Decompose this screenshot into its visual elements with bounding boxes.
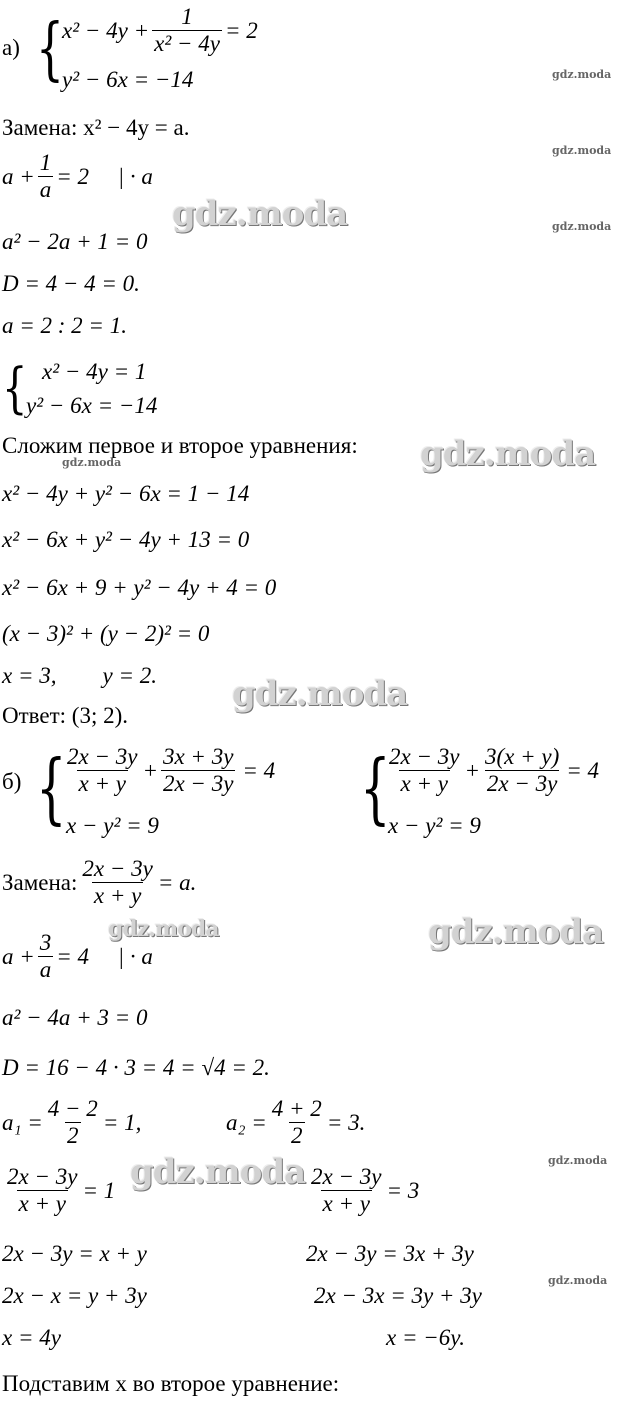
equation-text: a₁ = <box>2 1109 43 1135</box>
fraction <box>161 744 235 797</box>
derivation-line-1: x² − 4y + y² − 6x = 1 − 14 <box>2 481 250 506</box>
watermark-logo: gdz.moda <box>428 912 604 952</box>
part-b-label: б) <box>2 769 22 794</box>
fraction-denominator: x + y <box>18 1191 66 1216</box>
case-2-line-1: 2x − 3y = 3x + 3y <box>306 1241 474 1266</box>
root-a1 <box>2 1096 141 1149</box>
fraction-denominator: 2 <box>291 1123 303 1148</box>
fraction-numerator: 2x − 3y <box>82 856 153 881</box>
watermark-logo: gdz.moda <box>172 194 348 234</box>
case-1-line-3: x = 4y <box>2 1325 61 1350</box>
fraction <box>38 930 54 983</box>
system-2-equation-1: x² − 4y = 1 <box>42 359 147 384</box>
fraction <box>80 856 154 909</box>
fraction-numerator: 2x − 3y <box>67 744 138 769</box>
equation-text: = 3. <box>326 1109 366 1135</box>
equation-text: a + <box>2 943 35 969</box>
fraction <box>5 1164 79 1217</box>
substitution-line: Замена: x² − 4y = a. <box>2 115 190 140</box>
equation-text: = 4 <box>242 757 276 783</box>
fraction-denominator: 2 <box>67 1123 79 1148</box>
fraction-numerator: 1 <box>39 150 52 175</box>
equation-a-plus-1-over-a <box>2 150 153 203</box>
fraction-numerator: 2x − 3y <box>389 744 460 769</box>
equation-text: = 1, <box>102 1109 142 1135</box>
system-brace: { <box>36 10 64 90</box>
derivation-line-2: x² − 6x + y² − 4y + 13 = 0 <box>2 527 250 552</box>
watermark-small: gdz.moda <box>552 144 612 157</box>
watermark-small: gdz.moda <box>62 456 122 469</box>
fraction-numerator: 3x + 3y <box>162 744 234 769</box>
fraction-denominator: x + y <box>400 771 448 796</box>
equation-text: = 4 <box>566 757 600 783</box>
equation-text: = a. <box>157 869 197 895</box>
plus-sign: + <box>142 757 158 783</box>
equation-text: = 1 <box>82 1177 116 1203</box>
instruction-add-equations: Сложим первое и второе уравнения: <box>2 433 358 458</box>
system-b-equation-2: x − y² = 9 <box>66 813 159 838</box>
fraction-denominator: x + y <box>78 771 126 796</box>
system-b-rewritten-equation-2: x − y² = 9 <box>388 813 481 838</box>
final-instruction: Подставим x во второе уравнение: <box>2 1371 340 1396</box>
fraction-numerator: 3(x + y) <box>484 744 560 769</box>
case-2-line-3: x = −6y. <box>386 1325 465 1350</box>
system-a-equation-1 <box>62 4 258 57</box>
watermark-logo: gdz.moda <box>108 916 219 942</box>
system-brace: { <box>2 358 28 421</box>
discriminant-line-b: D = 16 − 4 · 3 = 4 = √4 = 2. <box>2 1055 270 1080</box>
fraction <box>65 744 139 797</box>
equation-text: a + <box>2 163 35 189</box>
equation-text: a₂ = <box>226 1109 267 1135</box>
case-1-equation <box>2 1164 115 1217</box>
case-2-line-2: 2x − 3x = 3y + 3y <box>314 1283 482 1308</box>
system-a-equation-2: y² − 6x = −14 <box>62 67 194 92</box>
quadratic-equation-b: a² − 4a + 3 = 0 <box>2 1005 148 1030</box>
fraction <box>483 744 561 797</box>
fraction <box>270 1096 324 1149</box>
discriminant-line: D = 4 − 4 = 0. <box>2 271 140 296</box>
fraction-denominator: x + y <box>93 883 142 908</box>
watermark-small: gdz.moda <box>552 220 612 233</box>
equation-text: = 4 | · a <box>56 943 153 969</box>
fraction-denominator: 2x − 3y <box>162 771 234 796</box>
fraction-denominator: a <box>39 957 52 982</box>
fraction-numerator: 2x − 3y <box>7 1164 78 1189</box>
fraction-numerator: 1 <box>181 4 193 29</box>
fraction <box>46 1096 100 1149</box>
fraction <box>387 744 461 797</box>
system-b-equation-1 <box>62 744 275 797</box>
case-1-line-2: 2x − x = y + 3y <box>2 1283 147 1308</box>
watermark-logo: gdz.moda <box>420 434 596 474</box>
fraction-numerator: 3 <box>39 930 52 955</box>
fraction <box>309 1164 383 1217</box>
root-line: a = 2 : 2 = 1. <box>2 313 127 338</box>
fraction <box>152 4 222 57</box>
part-a-label: а) <box>2 35 20 60</box>
system-brace: { <box>360 744 391 834</box>
fraction <box>38 150 54 203</box>
equation-text: = 3 <box>386 1177 420 1203</box>
watermark-small: gdz.moda <box>552 68 612 81</box>
substitution-b <box>2 856 196 909</box>
derivation-line-3: x² − 6x + 9 + y² − 4y + 4 = 0 <box>2 575 277 600</box>
system-b-rewritten-equation-1 <box>384 744 599 797</box>
watermark-logo: gdz.moda <box>232 674 408 714</box>
case-2-equation <box>306 1164 419 1217</box>
fraction-numerator: 4 + 2 <box>271 1096 322 1121</box>
plus-sign: + <box>464 757 480 783</box>
root-a2 <box>226 1096 365 1149</box>
system-brace: { <box>36 744 67 834</box>
watermark-small: gdz.moda <box>548 1154 608 1167</box>
system-2-equation-2: y² − 6x = −14 <box>26 393 158 418</box>
watermark-logo: gdz.moda <box>130 1152 306 1192</box>
equation-text: x² − 4y + <box>62 17 150 43</box>
fraction-denominator: a <box>39 177 52 202</box>
fraction-numerator: 4 − 2 <box>47 1096 98 1121</box>
fraction-denominator: x + y <box>322 1191 370 1216</box>
watermark-small: gdz.moda <box>548 1274 608 1287</box>
solution-values: x = 3, y = 2. <box>2 663 157 688</box>
fraction-denominator: 2x − 3y <box>486 771 558 796</box>
substitution-label: Замена: <box>2 869 78 895</box>
case-1-line-1: 2x − 3y = x + y <box>2 1241 147 1266</box>
quadratic-equation: a² − 2a + 1 = 0 <box>2 229 148 254</box>
fraction-numerator: 2x − 3y <box>311 1164 382 1189</box>
equation-text: = 2 | · a <box>56 163 153 189</box>
answer-line: Ответ: (3; 2). <box>2 703 128 728</box>
equation-text: = 2 <box>224 17 258 43</box>
derivation-line-4: (x − 3)² + (y − 2)² = 0 <box>2 621 210 646</box>
fraction-denominator: x² − 4y <box>154 31 220 56</box>
